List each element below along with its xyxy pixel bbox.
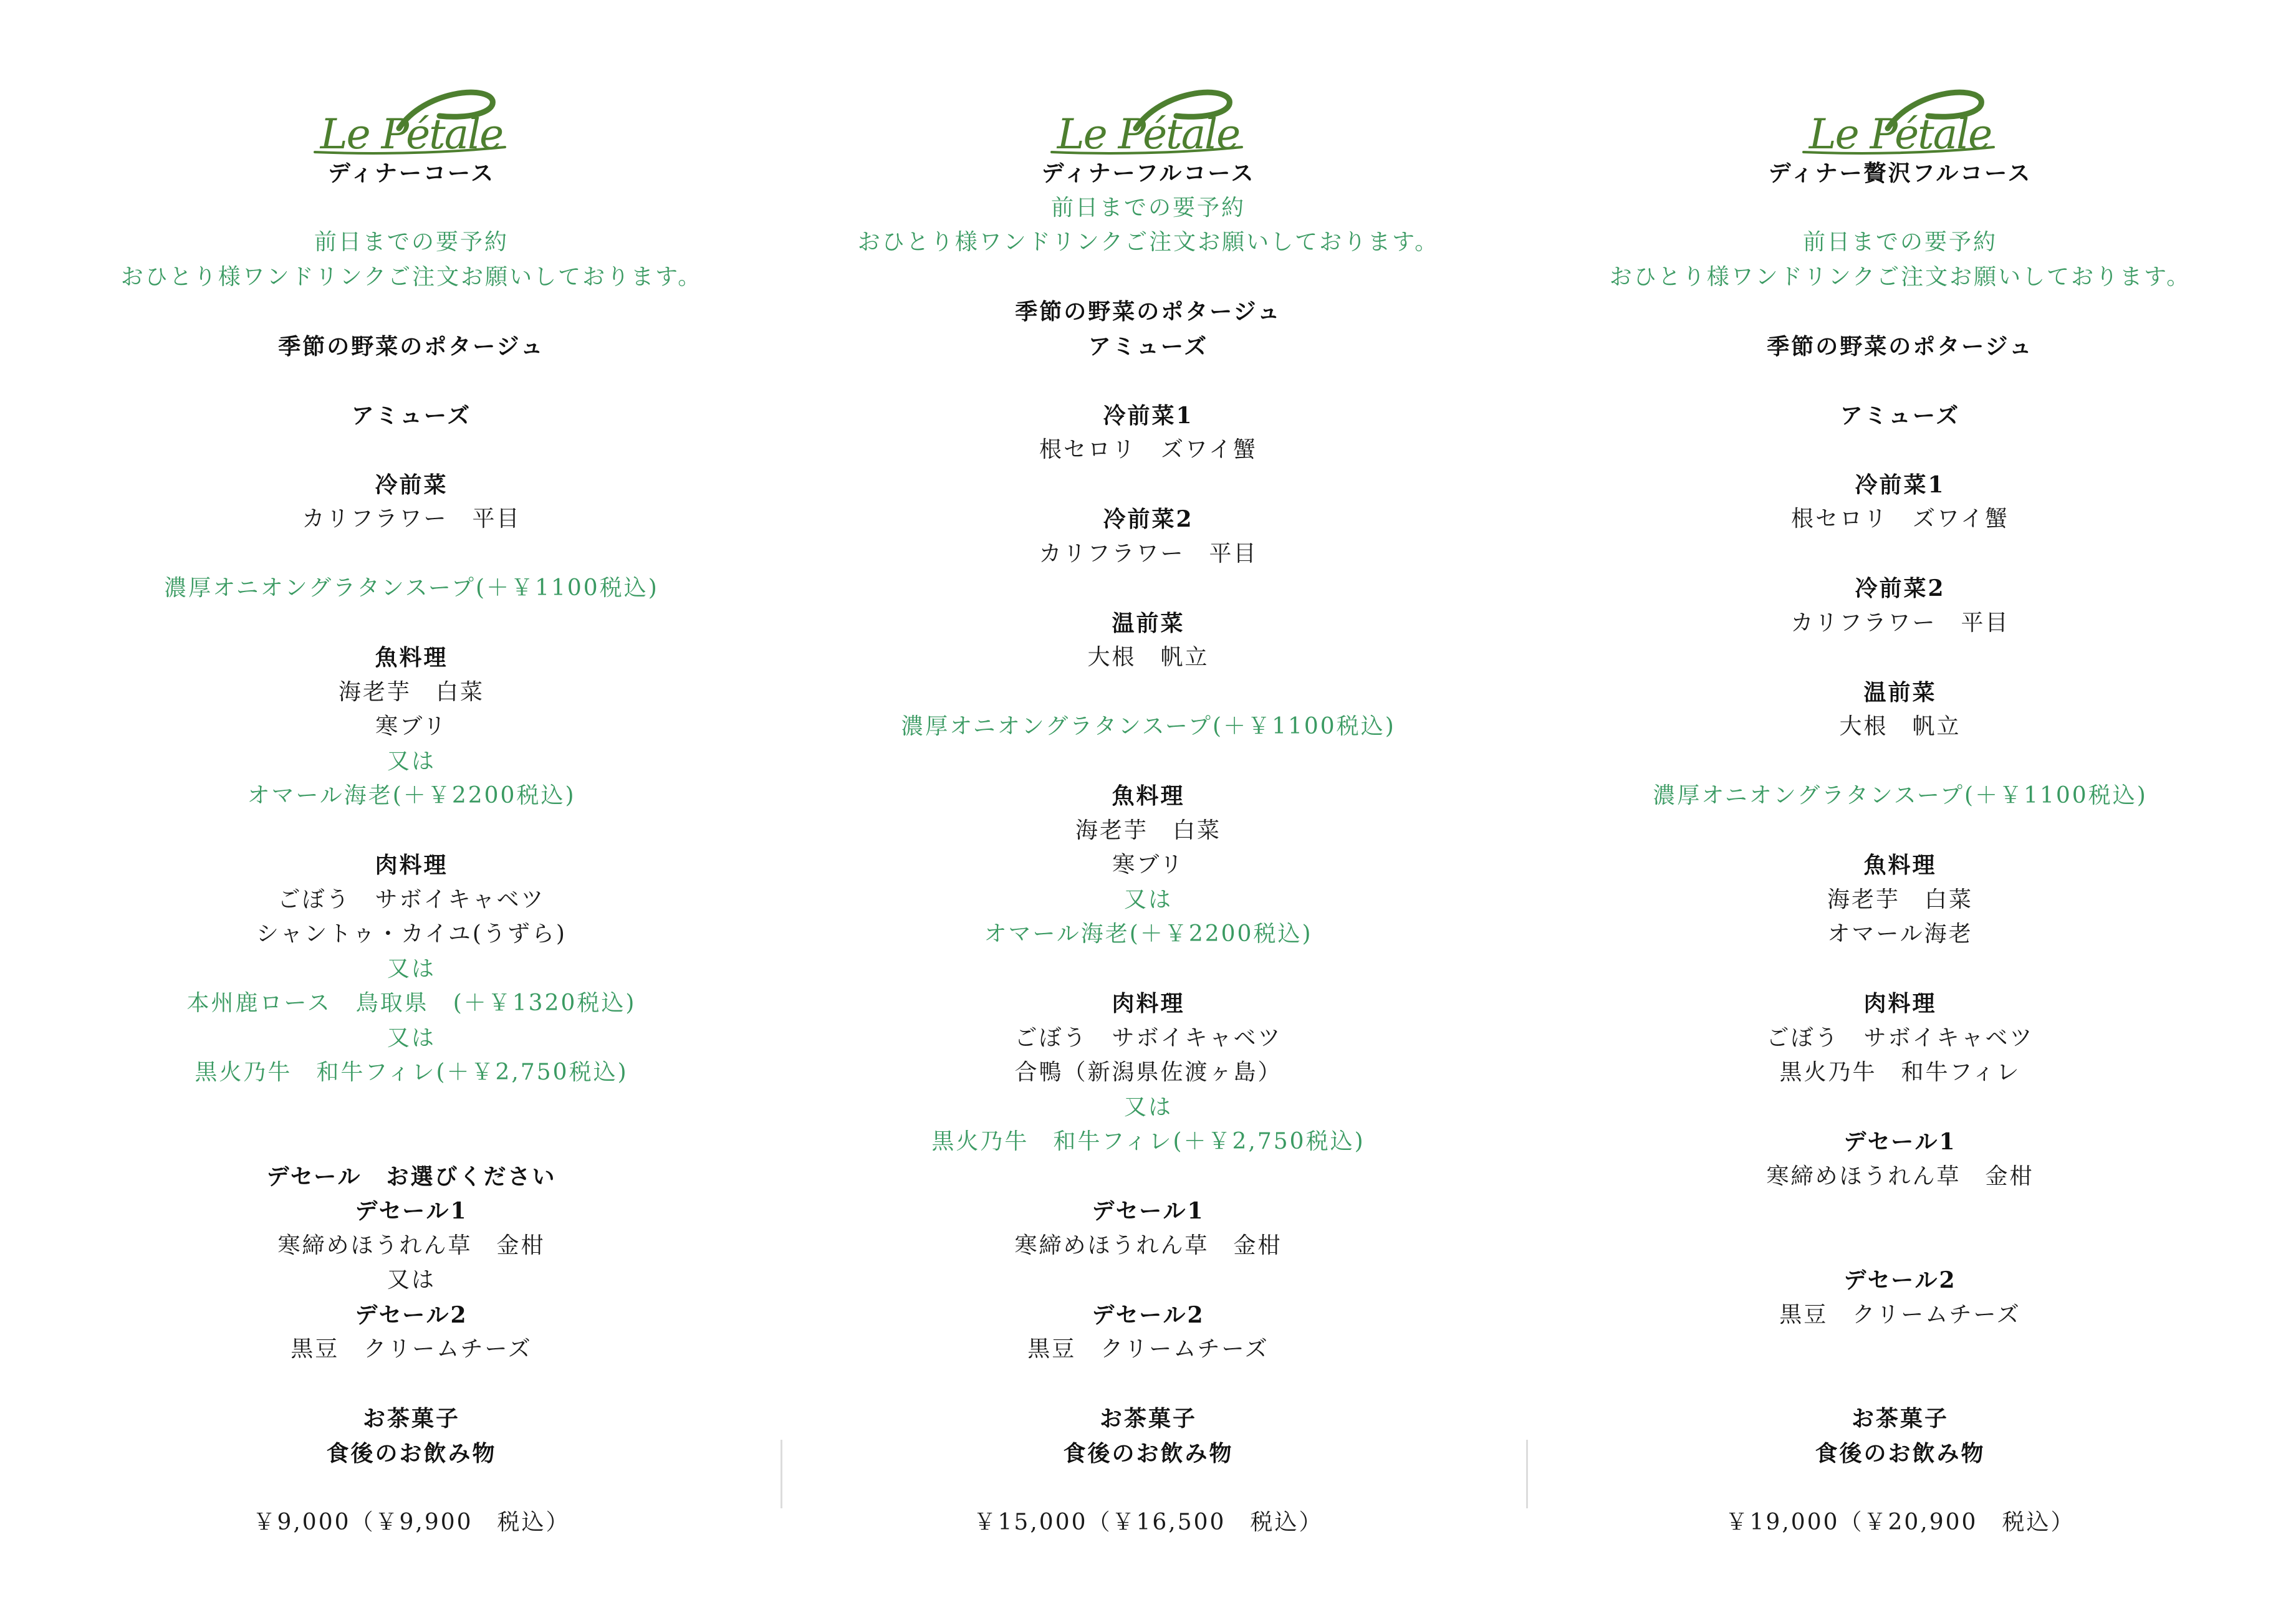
brand-logo: [50, 85, 773, 166]
menu-heading: 温前菜: [1112, 610, 1185, 636]
menu-item: カリフラワー 平目: [302, 506, 521, 532]
menu-heading: 冷前菜1: [1855, 471, 1946, 498]
menu-item: 黒豆 クリームチーズ: [1027, 1336, 1269, 1362]
menu-note: 又は: [387, 1025, 436, 1051]
menu-heading: ディナーコース: [327, 160, 496, 186]
menu-note: 前日までの要予約: [1050, 194, 1246, 221]
le-petale-logo: [1042, 85, 1254, 166]
menu-note: 又は: [387, 748, 436, 774]
menu-heading: 季節の野菜のポタージュ: [1015, 299, 1282, 325]
menu-item: 海老芋 白菜: [1827, 886, 1973, 912]
menu-item: 大根 帆立: [1087, 644, 1209, 670]
menu-note: 黒火乃牛 和牛フィレ(＋￥2,750税込): [195, 1060, 628, 1085]
menu-heading: 冷前菜: [375, 471, 448, 498]
menu-heading: デセール2: [1092, 1301, 1205, 1328]
menu-note: おひとり様ワンドリンクご注文お願いしております。: [1609, 264, 2191, 290]
menu-column-full-course: [787, 0, 1510, 1623]
menu-note: オマール海老(＋￥2200税込): [984, 921, 1313, 947]
menu-heading: 魚料理: [375, 644, 448, 671]
menu-item: 寒締めほうれん草 金柑: [277, 1232, 545, 1258]
column-divider: [1526, 1440, 1528, 1508]
menu-heading: アミューズ: [351, 402, 472, 429]
menu-note: 又は: [1123, 1094, 1173, 1120]
menu-note: 前日までの要予約: [1802, 229, 1997, 255]
menu-note: 濃厚オニオングラタンスープ(＋￥1100税込): [164, 575, 659, 601]
menu-heading: デセール1: [1092, 1198, 1205, 1224]
menu-heading: 食後のお飲み物: [326, 1440, 497, 1467]
menu-heading: ディナーフルコース: [1041, 160, 1256, 186]
menu-item: ￥9,000（￥9,900 税込）: [252, 1509, 570, 1535]
menu-heading: デセール2: [1843, 1267, 1957, 1293]
menu-item: 黒豆 クリームチーズ: [1779, 1301, 2021, 1328]
menu-heading: 肉料理: [375, 852, 448, 878]
menu-heading: 冷前菜2: [1855, 575, 1946, 601]
menu-heading: 魚料理: [1863, 852, 1937, 878]
logo-wordmark: Le Pétale: [1057, 110, 1240, 158]
menu-item: シャントゥ・カイユ(うずら): [256, 921, 567, 947]
menu-heading: 肉料理: [1863, 990, 1937, 1017]
menu-note: 又は: [387, 955, 436, 982]
logo-wordmark: Le Pétale: [320, 110, 503, 158]
menu-item: ごぼう サボイキャベツ: [1014, 1025, 1282, 1051]
menu-heading: 魚料理: [1112, 783, 1185, 809]
menu-heading: デセール2: [355, 1301, 468, 1328]
column-divider: [781, 1440, 782, 1508]
menu-item: オマール海老: [1827, 921, 1973, 947]
menu-item: 合鴨（新潟県佐渡ヶ島）: [1014, 1060, 1282, 1085]
menu-item: ごぼう サボイキャベツ: [277, 886, 545, 912]
logo-wordmark: Le Pétale: [1808, 110, 1992, 158]
menu-heading: 冷前菜1: [1103, 402, 1194, 429]
menu-note: 本州鹿ロース 鳥取県 (＋￥1320税込): [186, 990, 636, 1016]
menu-item: 海老芋 白菜: [338, 679, 484, 705]
menu-heading: 温前菜: [1863, 679, 1937, 706]
menu-heading: お茶菓子: [1851, 1405, 1949, 1432]
menu-heading: 食後のお飲み物: [1815, 1440, 1986, 1467]
menu-heading: 肉料理: [1112, 990, 1185, 1017]
menu-column-dinner-course: [50, 0, 773, 1623]
menu-item: 根セロリ ズワイ蟹: [1791, 506, 2009, 532]
menu-note: 黒火乃牛 和牛フィレ(＋￥2,750税込): [931, 1129, 1365, 1154]
menu-note: おひとり様ワンドリンクご注文お願いしております。: [120, 264, 703, 290]
menu-item: 寒ブリ: [1112, 852, 1184, 878]
menu-heading: 季節の野菜のポタージュ: [1767, 333, 2034, 360]
le-petale-logo: [305, 85, 517, 166]
menu-item: カリフラワー 平目: [1039, 540, 1258, 567]
menu-note: 又は: [1123, 886, 1173, 912]
menu-heading: お茶菓子: [1099, 1405, 1197, 1432]
menu-heading: お茶菓子: [362, 1405, 460, 1432]
menu-heading: 食後のお飲み物: [1063, 1440, 1234, 1467]
brand-logo: [787, 85, 1510, 166]
menu-heading: アミューズ: [1088, 333, 1209, 360]
menu-heading: デセール1: [355, 1198, 468, 1224]
menu-heading: アミューズ: [1840, 402, 1961, 429]
menu-item: カリフラワー 平目: [1790, 610, 2010, 636]
le-petale-logo: [1794, 85, 2006, 166]
menu-item: 根セロリ ズワイ蟹: [1039, 437, 1257, 462]
menu-note: おひとり様ワンドリンクご注文お願いしております。: [857, 229, 1439, 255]
menu-item: 又は: [387, 1267, 436, 1293]
menu-heading: デセール1: [1843, 1129, 1957, 1155]
brand-logo: [1539, 85, 2262, 166]
menu-note: オマール海老(＋￥2200税込): [247, 783, 576, 808]
menu-item: 大根 帆立: [1839, 714, 1961, 739]
menu-item: 海老芋 白菜: [1075, 817, 1221, 843]
menu-heading: ディナー贅沢フルコース: [1768, 160, 2032, 186]
menu-item: ごぼう サボイキャベツ: [1766, 1025, 2034, 1051]
menu-heading: デセール お選びください: [266, 1163, 557, 1190]
menu-item: ￥19,000（￥20,900 税込）: [1725, 1509, 2075, 1535]
menu-column-luxury-full-course: [1539, 0, 2262, 1623]
menu-item: 寒締めほうれん草 金柑: [1014, 1232, 1282, 1258]
menu-item: 寒締めほうれん草 金柑: [1766, 1163, 2034, 1189]
menu-heading: 冷前菜2: [1103, 506, 1194, 532]
menu-note: 前日までの要予約: [314, 229, 509, 255]
menu-item: 寒ブリ: [375, 714, 448, 739]
menu-note: 濃厚オニオングラタンスープ(＋￥1100税込): [1653, 783, 2148, 808]
menu-item: 黒火乃牛 和牛フィレ: [1779, 1060, 2021, 1085]
menu-item: ￥15,000（￥16,500 税込）: [973, 1509, 1323, 1535]
menu-heading: 季節の野菜のポタージュ: [278, 333, 545, 360]
menu-note: 濃厚オニオングラタンスープ(＋￥1100税込): [901, 714, 1396, 739]
menu-item: 黒豆 クリームチーズ: [291, 1336, 532, 1362]
